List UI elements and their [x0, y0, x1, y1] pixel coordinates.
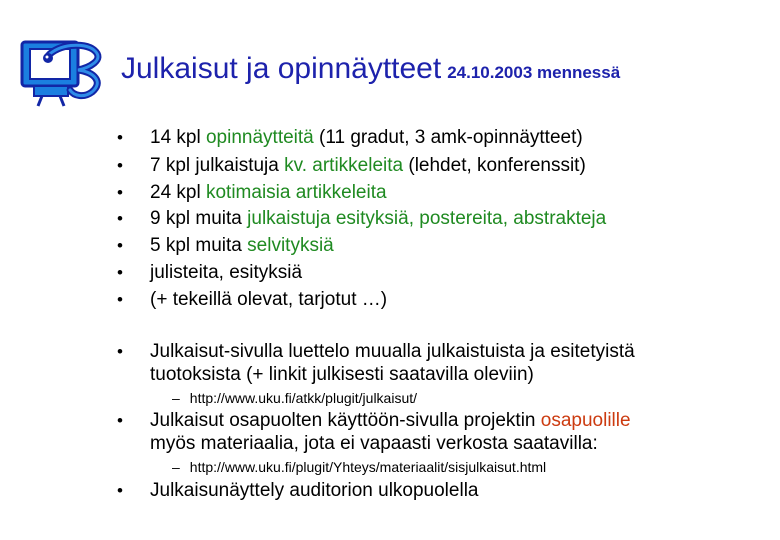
item-text: Julkaisut osapuolten käyttöön-sivulla projektin: [150, 410, 541, 431]
item-text-rest: (lehdet, konferenssit): [403, 155, 586, 176]
title-date: 24.10.2003 mennessä: [447, 63, 621, 82]
bullet-icon: •: [117, 481, 123, 500]
item-text: Julkaisut-sivulla luettelo muualla julkaistuista ja esitetyistä: [150, 341, 635, 362]
item-highlight: osapuolille: [540, 410, 631, 431]
item-text: (+ tekeillä olevat, tarjotut …): [150, 289, 388, 310]
bullet-icon: •: [117, 156, 123, 175]
bullet-icon: •: [117, 128, 123, 147]
computer-logo-icon: [18, 36, 110, 110]
item-highlight: selvityksiä: [247, 235, 334, 256]
sub-item: [172, 459, 546, 475]
item-text: julisteita, esityksiä: [150, 262, 303, 283]
bullet-icon: •: [117, 290, 123, 309]
bullet-icon: •: [117, 263, 123, 282]
sub-item: [172, 390, 417, 406]
item-highlight: kotimaisia artikkeleita: [205, 182, 387, 203]
item-text-rest: (11 gradut, 3 amk-opinnäytteet): [313, 127, 583, 148]
sub-item-url: http://www.uku.fi/atkk/plugit/julkaisut/: [189, 390, 418, 406]
bullet-icon: •: [117, 183, 123, 202]
sub-item-url: http://www.uku.fi/plugit/Yhteys/materiaalit/sisjulkaisut.html: [189, 459, 547, 475]
item-text: 9 kpl muita: [150, 208, 248, 229]
item-text: myös materiaalia, jota ei vapaasti verkosta saatavilla:: [150, 433, 598, 454]
item-text: 5 kpl muita: [150, 235, 248, 256]
item-highlight: opinnäytteitä: [205, 127, 314, 148]
item-text: 14 kpl: [150, 127, 206, 148]
bullet-icon: •: [117, 411, 123, 430]
item-text: 7 kpl julkaistuja: [150, 155, 285, 176]
bullet-icon: •: [117, 209, 123, 228]
bullet-icon: •: [117, 342, 123, 361]
item-highlight: julkaistuja esityksiä, postereita, abstrakteja: [247, 208, 607, 229]
item-text: 24 kpl: [150, 182, 206, 203]
item-text: Julkaisunäyttely auditorion ulkopuolella: [150, 480, 479, 501]
item-highlight: kv. artikkeleita: [284, 155, 404, 176]
slide-title: [121, 52, 620, 86]
dash-icon: –: [172, 459, 180, 475]
title-main: Julkaisut ja opinnäytteet: [121, 52, 442, 85]
dash-icon: –: [172, 390, 180, 406]
bullet-icon: •: [117, 236, 123, 255]
item-text: tuotoksista (+ linkit julkisesti saatavilla oleviin): [150, 364, 534, 385]
